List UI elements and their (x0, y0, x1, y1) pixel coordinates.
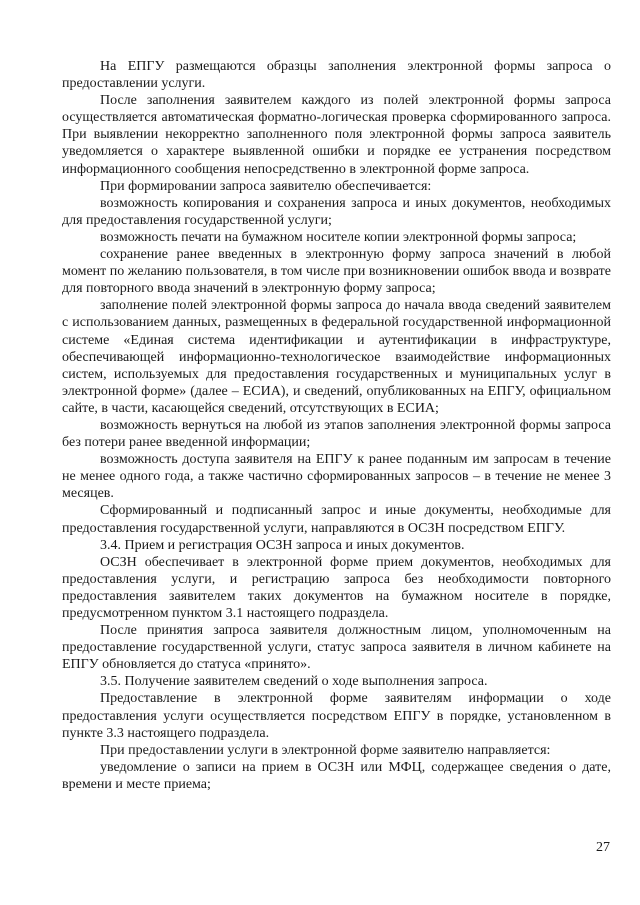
paragraph: На ЕПГУ размещаются образцы заполнения электронной формы запроса о предоставлении услуги. (62, 59, 611, 92)
page-number: 27 (596, 840, 610, 855)
section-heading: 3.5. Получение заявителем сведений о ходе выполнения запроса. (100, 674, 488, 690)
paragraph: возможность копирования и сохранения запроса и иных документов, необходимых для предоставления государственной услуги; (62, 195, 611, 228)
paragraph: Предоставление в электронной форме заявителям информации о ходе предоставления услуги осуществляется посредством ЕПГУ в порядке, установленном в пункте 3.3 настоящего подраздела. (62, 691, 611, 741)
paragraph: сохранение ранее введенных в электронную форму запроса значений в любой момент по желанию пользователя, в том числе при возникновении ошибок ввода и возврате для повторного ввода значений в электронную форму запроса; (62, 247, 611, 297)
paragraph: ОСЗН обеспечивает в электронной форме прием документов, необходимых для предоставления услуги, и регистрацию запроса без необходимости повторного предоставления заявителем таких документов на бумажном носителе в порядке, предусмотренном пунктом 3.1 настоящего подраздела. (62, 554, 611, 621)
paragraph: заполнение полей электронной формы запроса до начала ввода сведений заявителем с использованием данных, размещенных в федеральной государственной информационной системе «Единая система идентификации и аутентификации в инфраструктуре, обеспечивающей информационно-технологическое взаимодействие информационных систем, используемых для предоставления государственных и муниципальных услуг в электронной форме» (далее – ЕСИА), и сведений, опубликованных на ЕПГУ, официальном сайте, в части, касающейся сведений, отсутствующих в ЕСИА; (62, 298, 611, 416)
paragraph: При предоставлении услуги в электронной форме заявителю направляется: (100, 742, 551, 758)
paragraph: Сформированный и подписанный запрос и иные документы, необходимые для предоставления государственной услуги, направляются в ОСЗН посредством ЕПГУ. (62, 503, 611, 536)
paragraph: возможность печати на бумажном носителе копии электронной формы запроса; (100, 229, 577, 245)
document-body (62, 58, 611, 793)
paragraph: возможность вернуться на любой из этапов заполнения электронной формы запроса без потери ранее введенной информации; (62, 417, 611, 451)
paragraph: уведомление о записи на прием в ОСЗН или МФЦ, содержащее сведения о дате, времени и месте приема; (62, 759, 611, 792)
paragraph: возможность доступа заявителя на ЕПГУ к ранее поданным им запросам в течение не менее одного года, а также частично сформированных запросов – в течение не менее 3 месяцев. (62, 452, 611, 502)
paragraph: При формировании запроса заявителю обеспечивается: (100, 178, 432, 194)
paragraph: После принятия запроса заявителя должностным лицом, уполномоченным на предоставление государственной услуги, статус запроса заявителя в личном кабинете на ЕПГУ обновляется до статуса «принято». (62, 623, 611, 673)
section-heading: 3.4. Прием и регистрация ОСЗН запроса и иных документов. (100, 537, 465, 553)
paragraph: После заполнения заявителем каждого из полей электронной формы запроса осуществляется автоматическая форматно-логическая проверка сформированного запроса. При выявлении некорректно заполненного поля электронной формы запроса заявитель уведомляется о характере выявленной ошибки и порядке ее устранения посредством информационного сообщения непосредственно в электронной форме запроса. (62, 93, 611, 177)
